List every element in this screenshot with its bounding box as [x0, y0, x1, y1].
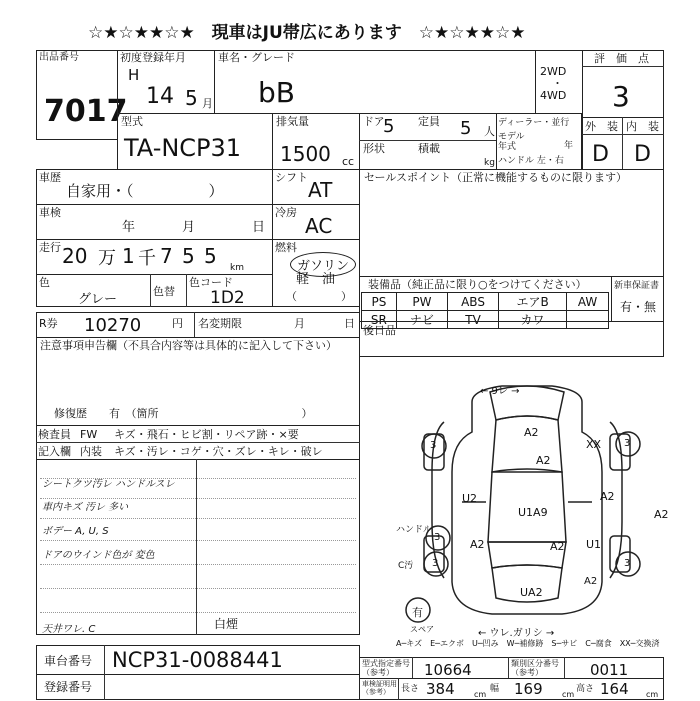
inspection-day-unit: 日 [252, 220, 266, 235]
recycle-value: 10270 [84, 315, 142, 336]
dimensions-height: 164 [600, 680, 629, 698]
notes-label: 注意事項申告欄（不具合内容等は具体的に記入して下さい） [40, 339, 337, 352]
capacity-value: 5 [460, 118, 472, 139]
type-designation-label: 型式指定番号（参考） [362, 659, 410, 677]
shift-label: シフト [275, 171, 308, 184]
note-line: 車内キズ 汚レ 多い [42, 502, 129, 513]
inspection-box [36, 204, 273, 240]
interior-value: D [634, 142, 651, 167]
history-value: 自家用・（ ） [66, 182, 224, 200]
entry-items: キズ・汚レ・コゲ・穴・ズレ・キレ・破レ [114, 445, 323, 458]
dealer-year-unit: 年 [564, 141, 574, 151]
equipment-item: PS [362, 293, 397, 311]
spare-badge-sub: スペア [410, 625, 434, 634]
expiry-month-unit: 月 [294, 317, 305, 330]
diagram-label: U1A9 [518, 506, 548, 519]
note-line: ボデー A, U, S [42, 526, 109, 537]
rear-box [359, 321, 664, 357]
diagram-label: A2 [470, 538, 485, 551]
model-name-value: bB [258, 76, 295, 109]
doors-value: 5 [383, 116, 395, 137]
banner: ☆★☆★★☆★ 現車はJU帯広にあります ☆★☆★★☆★ [88, 23, 526, 43]
diagram-label: A2 [524, 426, 539, 439]
mileage-digit: 5 [204, 244, 217, 268]
dimensions-length: 384 [426, 680, 455, 698]
dimensions-height-label: 高さ [576, 684, 595, 694]
dimensions-label: 車検証明用（参考） [362, 680, 397, 696]
inspector-fw: FW [80, 428, 98, 441]
warranty-value: 有・無 [620, 300, 657, 314]
rating-value: 3 [612, 80, 630, 113]
equipment-item: SR [362, 311, 397, 329]
drive-2wd: 2WD [540, 65, 567, 78]
damage-circle-value: 3 [624, 558, 631, 569]
equipment-item: ナビ [396, 311, 447, 329]
equipment-item: ABS [448, 293, 499, 311]
dimensions-unit: cm [646, 690, 659, 699]
diagram-label: ← ウレ.ガリシ → [478, 628, 555, 639]
damage-circle-value: 3 [432, 558, 439, 569]
dimensions-unit: cm [474, 690, 487, 699]
chassis-value: NCP31-0088441 [112, 648, 283, 672]
recycle-label: R券 [39, 317, 58, 330]
note-line: 天井ワレ. C [42, 624, 96, 635]
inspector-items: キズ・飛石・ヒビ割・リペア跡・×要 [114, 428, 299, 441]
load-unit: kg [484, 158, 495, 168]
registration-number-label: 登録番号 [44, 680, 93, 694]
color-code: 1D2 [210, 288, 245, 308]
note-line: シートクツ汚レ ハンドルスレ [42, 479, 175, 490]
lot-number: 7017 [44, 94, 128, 129]
color-code-label: 色コード [189, 276, 233, 289]
diagram-label: A2 [536, 454, 551, 467]
damage-circle-value: 3 [624, 438, 631, 449]
diagram-label: A2 [550, 540, 565, 553]
exterior-value: D [592, 142, 609, 167]
shape-label: 形状 [363, 142, 385, 155]
doors-label: ドア [363, 115, 385, 128]
inspection-year-unit: 年 [122, 220, 136, 235]
displacement-unit: cc [342, 155, 355, 168]
category-label: 類別区分番号（参考） [511, 659, 559, 677]
mileage-man-unit: 万 [98, 248, 116, 269]
equipment-item: PW [396, 293, 447, 311]
diagram-side-note: ハンドル [396, 525, 433, 535]
capacity-unit: 人 [484, 125, 495, 138]
dealer-model-year-label: モデル年式 [498, 132, 525, 152]
color-label: 色 [39, 276, 50, 289]
fuel-alt: 軽 油 [296, 272, 336, 287]
dimensions-length-label: 長さ [401, 684, 420, 694]
shift-value: AT [308, 178, 333, 202]
spare-badge: 有 [412, 606, 423, 619]
lot-label: 出品番号 [39, 52, 79, 63]
diagram-label: ← 9レ → [480, 386, 520, 397]
dimensions-unit: cm [562, 690, 575, 699]
rear-seat-label: 後日品 [363, 324, 396, 337]
ac-value: AC [305, 214, 333, 238]
inspection-month-unit: 月 [182, 220, 196, 235]
color-value: グレー [78, 292, 118, 307]
model-code-value: TA-NCP31 [124, 134, 242, 162]
interior-label: 内 装 [626, 120, 659, 133]
expiry-day-unit: 日 [344, 317, 355, 330]
equipment-item: カワ [499, 311, 567, 329]
dimensions-width: 169 [514, 680, 543, 698]
note-line: ドアのウインド色が 変色 [42, 550, 155, 561]
fuel-value: ガソリン [290, 252, 356, 277]
diagram-label: UA2 [520, 586, 543, 599]
diagram-label: A2 [600, 490, 615, 503]
color-repaint-label: 色替 [153, 285, 175, 298]
fuel-label: 燃料 [275, 241, 297, 254]
diagram-label: XX [586, 438, 602, 451]
note-line: 白煙 [214, 617, 239, 631]
ac-label: 冷房 [275, 206, 297, 219]
mileage-unit: km [230, 263, 244, 273]
type-designation-value: 10664 [424, 661, 472, 679]
registration-era: H [128, 66, 140, 84]
registration-label: 初度登録年月 [120, 51, 186, 64]
equipment-item: TV [448, 311, 499, 329]
inspection-label: 車検 [39, 206, 61, 219]
mileage-label: 走行 [39, 241, 61, 254]
registration-month: 5 [185, 86, 198, 110]
load-label: 積載 [418, 142, 440, 155]
drive-4wd: 4WD [540, 89, 567, 102]
dimensions-width-label: 幅 [490, 684, 500, 694]
entry-interior: 内装 [80, 445, 102, 458]
entry-label: 記入欄 [38, 445, 71, 458]
exterior-label: 外 装 [585, 120, 618, 133]
displacement-value: 1500 [280, 142, 331, 166]
damage-circle-value: 3 [434, 532, 441, 543]
inspector-label: 検査員 [38, 428, 71, 441]
registration-month-unit: 月 [202, 97, 213, 110]
rating-label: 評 価 点 [594, 52, 649, 65]
mileage-sen-unit: 千 [138, 248, 156, 269]
sales-point-label: セールスポイント（正常に機能するものに限ります） [364, 171, 628, 184]
displacement-label: 排気量 [276, 115, 309, 128]
expiry-label: 名変期限 [198, 317, 242, 330]
recycle-unit: 円 [172, 317, 183, 330]
sales-point-box [359, 169, 664, 277]
notes-repair: 修復歴 有 （箇所 ） [54, 407, 313, 420]
history-label: 車歴 [39, 171, 61, 184]
model-name-label: 車名・グレード [218, 51, 295, 64]
equipment-item: AW [567, 293, 609, 311]
capacity-label: 定員 [418, 115, 440, 128]
equipment-label: 装備品（純正品に限り○をつけてください） [368, 278, 587, 291]
registration-year: 14 [146, 84, 174, 109]
diagram-side-note: C汚 [398, 561, 414, 571]
chassis-label: 車台番号 [44, 654, 93, 668]
dealer-handle: ハンドル 左・右 [498, 156, 564, 166]
equipment-item: エアB [499, 293, 567, 311]
mileage-digit: 7 [160, 244, 173, 268]
model-code-label: 型式 [121, 115, 143, 128]
mileage-man: 20 [62, 244, 88, 268]
diagram-label: U2 [462, 492, 478, 505]
warranty-label: 新車保証書 [614, 281, 660, 291]
dealer-label: ディーラー・並行 [498, 118, 570, 128]
fuel-paren: （ ） [286, 290, 352, 303]
diagram-label: U1 [586, 538, 602, 551]
damage-circle-value: 3 [430, 440, 437, 451]
mileage-sen: 1 [122, 244, 135, 268]
diagram-side-note: A2 [584, 576, 598, 587]
drive-dot: ・ [552, 77, 563, 90]
damage-legend: A─キズ E─エクボ U─凹み W─補修跡 S─サビ C─腐食 XX─交換済 [396, 639, 660, 648]
diagram-label: A2 [654, 508, 669, 521]
category-value: 0011 [590, 661, 629, 679]
mileage-digit: 5 [182, 244, 195, 268]
